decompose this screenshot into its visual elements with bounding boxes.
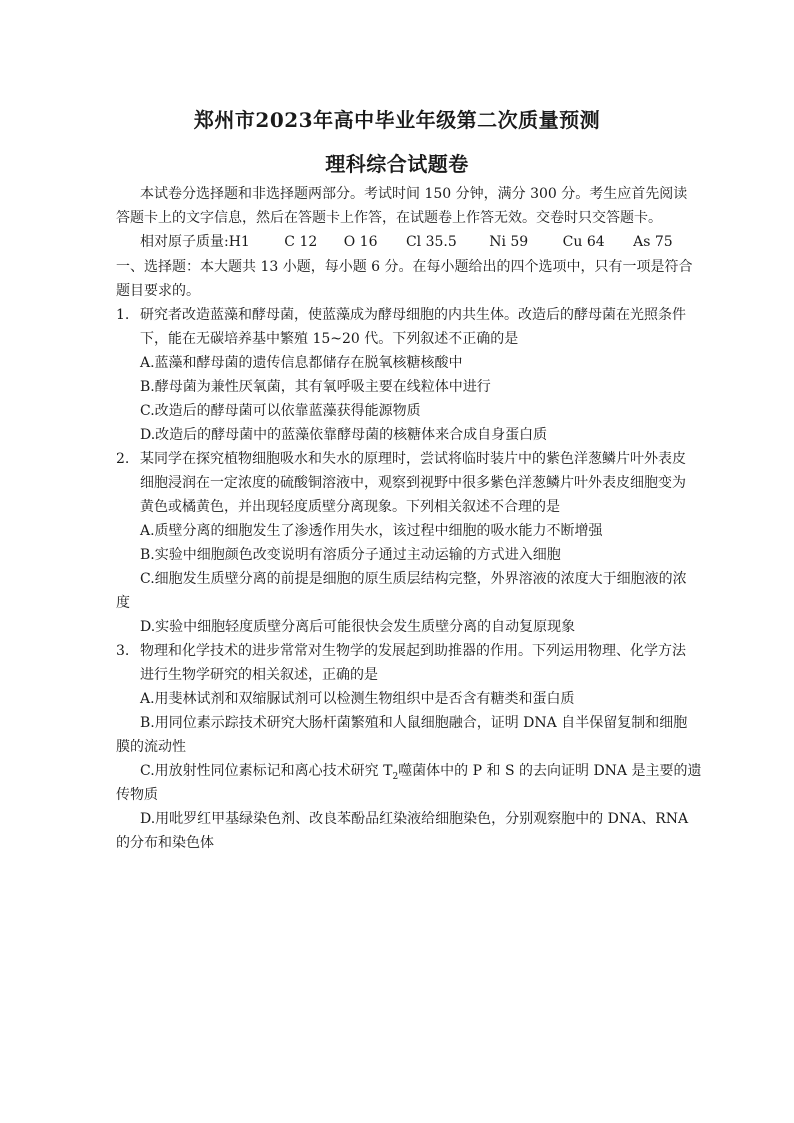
atomic-mass-line [140,232,673,252]
q1-stem-line-2: 下，能在无碳培养基中繁殖 15~20 代。下列叙述不正确的是 [140,331,519,347]
q3-stem-line-1: 物理和化学技术的进步常常对生物学的发展起到助推器的作用。下列运用物理、化学方法 [140,643,686,659]
atomic-mass-item: Cl 35.5 [405,234,457,250]
q1-option-d: D.改造后的酵母菌中的蓝藻依靠酵母菌的核糖体来合成自身蛋白质 [140,427,548,443]
question-number: 2. [116,451,130,467]
atomic-mass-item: Cu 64 [562,234,605,250]
q2-option-c-line-1: C.细胞发生质壁分离的前提是细胞的原生质层结构完整，外界溶液的浓度大于细胞液的浓 [140,571,687,587]
atomic-mass-item: As 75 [633,234,673,250]
q3-option-c-line-1 [140,761,701,787]
atomic-mass-label: 相对原子质量:H1 [140,234,250,250]
q1-option-b: B.酵母菌为兼性厌氧菌，其有氧呼吸主要在线粒体中进行 [140,379,491,395]
q3-option-c-text-post: 噬菌体中的 P 和 S 的去向证明 DNA 是主要的遗 [398,763,702,779]
q2-stem-line-2: 细胞浸润在一定浓度的硫酸铜溶液中，观察到视野中很多紫色洋葱鳞片叶外表皮细胞变为 [140,475,686,491]
q3-option-b-line-1: B.用同位素示踪技术研究大肠杆菌繁殖和人鼠细胞融合，证明 DNA 自半保留复制和细胞 [140,715,688,731]
question-number: 3. [116,643,130,659]
q2-option-c-line-2: 度 [116,595,130,611]
q3-stem-line-2: 进行生物学研究的相关叙述，正确的是 [140,667,378,683]
q3-option-b-line-2: 膜的流动性 [116,739,186,755]
q1-option-c: C.改造后的酵母菌可以依靠蓝藻获得能源物质 [140,403,421,419]
q2-option-d: D.实验中细胞轻度质壁分离后可能很快会发生质壁分离的自动复原现象 [140,619,576,635]
section-heading-line-2: 题目要求的。 [116,283,200,299]
intro-line-2: 答题卡上的文字信息，然后在答题卡上作答，在试题卷上作答无效。交卷时只交答题卡。 [116,210,662,226]
atomic-mass-item: C 12 [284,234,318,250]
atomic-mass-item: Ni 59 [489,234,529,250]
q2-stem-line-3: 黄色或橘黄色，并出现轻度质壁分离现象。下列相关叙述不合理的是 [140,499,560,515]
intro-line-1: 本试卷分选择题和非选择题两部分。考试时间 150 分钟，满分 300 分。考生应首先阅读 [140,186,688,202]
atomic-mass-item: O 16 [343,234,378,250]
subscript-two: 2 [392,771,399,782]
q3-option-d-line-1: D.用吡罗红甲基绿染色剂、改良苯酚品红染液给细胞染色，分别观察胞中的 DNA、RNA [140,811,689,827]
q3-option-a: A.用斐林试剂和双缩脲试剂可以检测生物组织中是否含有糖类和蛋白质 [140,691,575,707]
question-number: 1. [116,307,130,323]
q1-option-a: A.蓝藻和酵母菌的遗传信息都储存在脱氧核糖核酸中 [140,355,463,371]
q2-option-a: A.质壁分离的细胞发生了渗透作用失水，该过程中细胞的吸水能力不断增强 [140,523,603,539]
exam-subtitle: 理科综合试题卷 [325,152,469,176]
q2-stem-line-1: 某同学在探究植物细胞吸水和失水的原理时，尝试将临时装片中的紫色洋葱鳞片叶外表皮 [140,451,686,467]
exam-title: 郑州市2023年高中毕业年级第二次质量预测 [193,108,601,132]
q3-option-d-line-2: 的分布和染色体 [116,835,214,851]
q2-option-b: B.实验中细胞颜色改变说明有溶质分子通过主动运输的方式进入细胞 [140,547,561,563]
q3-option-c-text-pre: C.用放射性同位素标记和离心技术研究 T [140,763,393,779]
section-heading-line-1: 一、选择题：本大题共 13 小题，每小题 6 分。在每小题给出的四个选项中，只有一项是符合 [116,259,693,275]
q1-stem-line-1: 研究者改造蓝藻和酵母菌，使蓝藻成为酵母细胞的内共生体。改造后的酵母菌在光照条件 [140,307,686,323]
q3-option-c-line-2: 传物质 [116,787,158,803]
